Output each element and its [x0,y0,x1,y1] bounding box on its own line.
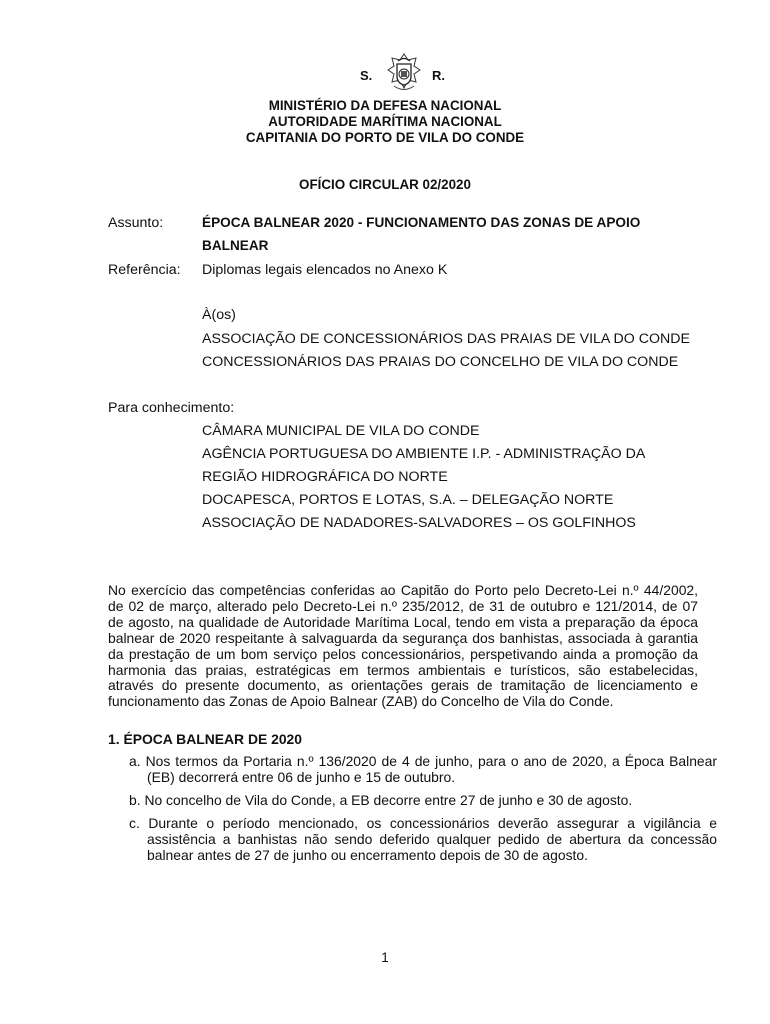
section-1-heading: 1. ÉPOCA BALNEAR DE 2020 [108,731,303,747]
section-1-item-a: a. Nos termos da Portaria n.º 136/2020 de 4 de junho, para o ano de 2020, a Época Balnear (EB) decorrerá entre 06 de junho e 15 de outubro. [129,753,717,785]
cc-item: DOCAPESCA, PORTOS E LOTAS, S.A. – DELEGAÇÃO NORTE [202,492,614,508]
subject-line-1: ÉPOCA BALNEAR 2020 - FUNCIONAMENTO DAS ZONAS DE APOIO [202,215,641,230]
seal-letter-r: R. [432,68,445,83]
captaincy-heading: CAPITANIA DO PORTO DE VILA DO CONDE [245,130,525,145]
recipient-item: CONCESSIONÁRIOS DAS PRAIAS DO CONCELHO DE VILA DO CONDE [202,354,679,370]
page-number: 1 [381,950,389,965]
ministry-heading: MINISTÉRIO DA DEFESA NACIONAL [268,98,502,113]
cc-item: CÂMARA MUNICIPAL DE VILA DO CONDE [202,423,480,439]
cc-item: ASSOCIAÇÃO DE NADADORES-SALVADORES – OS GOLFINHOS [202,515,636,531]
seal-letter-s: S. [360,68,373,83]
coat-of-arms-icon [384,52,424,94]
reference-value: Diplomas legais elencados no Anexo K [202,262,448,278]
reference-label: Referência: [108,262,181,278]
section-1-item-c: c. Durante o período mencionado, os concessionários deverão assegurar a vigilância e assistência a banhistas não sendo deferido qualquer pedido de abertura da concessão balnear antes de 27 de junho ou encerramento depois de 30 de agosto. [129,815,717,863]
authority-heading: AUTORIDADE MARÍTIMA NACIONAL [268,114,502,129]
recipients-intro: À(os) [202,307,236,323]
subject-label: Assunto: [108,215,164,231]
cc-item: AGÊNCIA PORTUGUESA DO AMBIENTE I.P. - ADMINISTRAÇÃO DA [202,446,646,462]
body-paragraph: No exercício das competências conferidas ao Capitão do Porto pelo Decreto-Lei n.º 44/2002, de 02 de março, alterado pelo Decreto-Lei n.º 235/2012, de 31 de outubro e 121/2014, de 07 de agosto, na qualidade de Autoridade Marítima Local, tendo em vista a preparação da época balnear de 2020 respeitante à salvaguarda da segurança dos banhistas, associada à garantia da prestação de um bom serviço pelos concessionários, perspetivando ainda a promoção da harmonia das praias, estratégicas em termos ambientais e turísticos, são estabelecidas, através do presente documento, as orientações gerais de tramitação de licenciamento e funcionamento das Zonas de Apoio Balnear (ZAB) do Concelho de Vila do Conde. [108,582,698,710]
document-title: OFÍCIO CIRCULAR 02/2020 [299,177,471,192]
section-1-item-b: b. No concelho de Vila do Conde, a EB decorre entre 27 de junho e 30 de agosto. [129,792,633,808]
cc-item: REGIÃO HIDROGRÁFICA DO NORTE [202,469,448,485]
for-knowledge-label: Para conhecimento: [108,400,235,416]
recipient-item: ASSOCIAÇÃO DE CONCESSIONÁRIOS DAS PRAIAS DE VILA DO CONDE [202,331,691,347]
subject-line-2: BALNEAR [202,238,269,253]
